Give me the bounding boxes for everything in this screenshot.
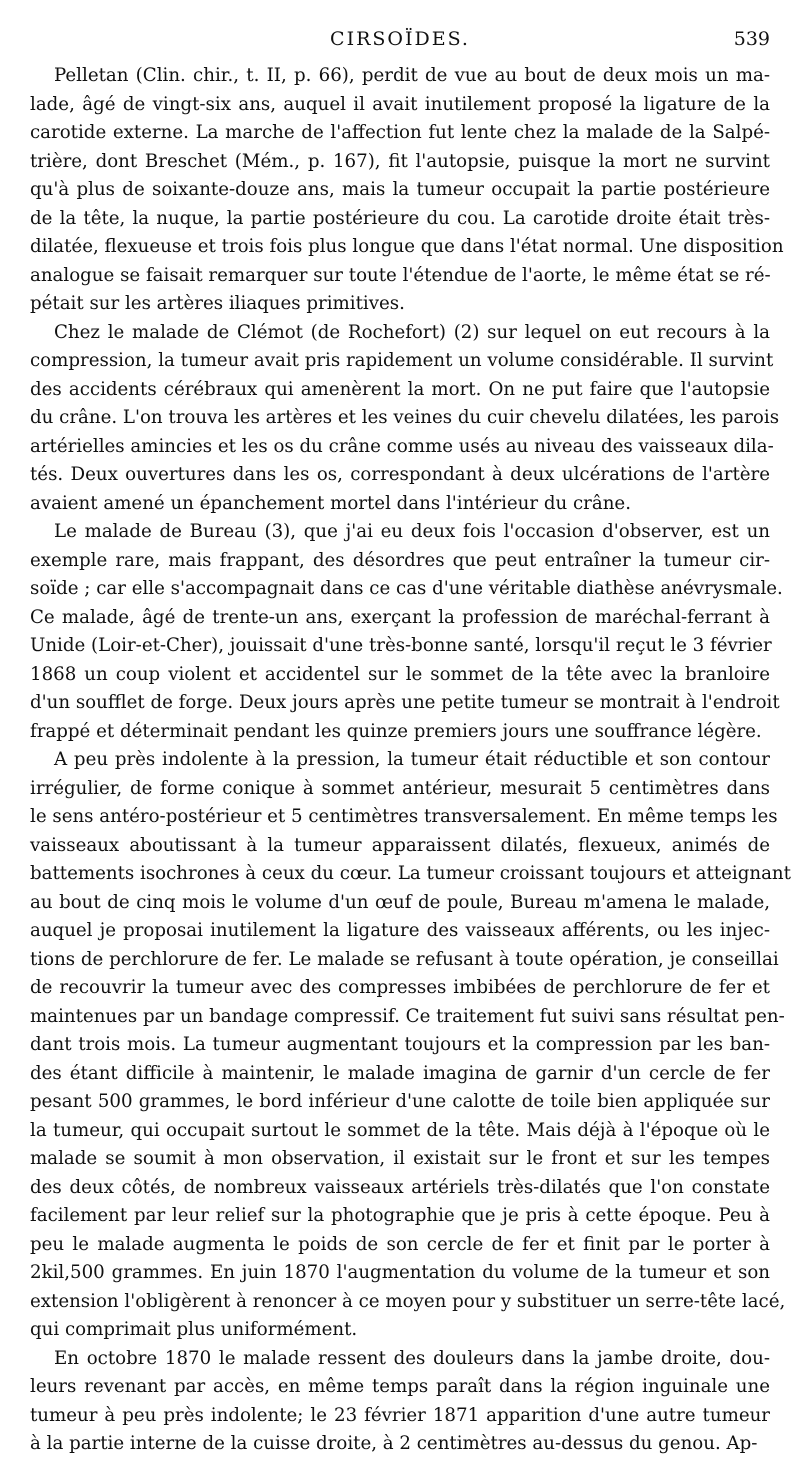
text-line: auquel je proposai inutilement la ligature des vaisseaux afférents, ou les injec- [30,920,770,941]
text-line: du crâne. L'on trouva les artères et les veines du cuir chevelu dilatées, les parois [30,407,780,428]
paragraph-container [30,62,791,1459]
running-header [30,0,770,62]
text-line: à la partie interne de la cuisse droite, à 2 centimètres au-dessus du genou. Ap- [30,1433,758,1454]
running-title: CIRSOÏDES. [330,28,470,50]
text-line: vaisseaux aboutissant à la tumeur apparaissent dilatés, flexueux, animés de [30,834,770,856]
text-line: Pelletan (Clin. chir., t. II, p. 66), perdit de vue au bout de deux mois un ma- [54,65,770,86]
text-line: exemple rare, mais frappant, des désordres que peut entraîner la tumeur cir- [30,549,770,571]
text-line: d'un soufflet de forge. Deux jours après une petite tumeur se montrait à l'endroit [30,692,780,713]
text-line: tés. Deux ouvertures dans les os, correspondant à deux ulcérations de l'artère [30,464,770,485]
text-line: analogue se faisait remarquer sur toute l'étendue de l'aorte, le même état se ré- [30,264,771,286]
text-line: Ce malade, âgé de trente-un ans, exerçant la profession de maréchal-ferrant à [30,606,770,628]
text-line: maintenues par un bandage compressif. Ce traitement fut suivi sans résultat pen- [30,1005,785,1027]
paragraph [30,518,783,746]
text-line: de la tête, la nuque, la partie postérieure du cou. La carotide droite était très- [30,207,770,229]
text-line: Le malade de Bureau (3), que j'ai eu deux fois l'occasion d'observer, est un [54,521,770,542]
paragraph [30,62,784,319]
text-line: A peu près indolente à la pression, la tumeur était réductible et son contour [54,749,770,770]
text-line: des accidents cérébraux qui amenèrent la mort. On ne put faire que l'autopsie [30,378,770,400]
paragraph [30,746,791,1345]
text-line: facilement par leur relief sur la photographie que je pris à cette époque. Peu à [30,1205,770,1226]
text-line: avaient amené un épanchement mortel dans l'intérieur du crâne. [30,492,631,514]
page-number: 539 [733,28,770,50]
text-line: la tumeur, qui occupait surtout le sommet de la tête. Mais déjà à l'époque où le [30,1119,770,1141]
text-line: Chez le malade de Clémot (de Rochefort) (2) sur lequel on eut recours à la [54,321,770,343]
text-line: trière, dont Breschet (Mém., p. 167), fit l'autopsie, puisque la mort ne survint [30,150,770,172]
text-line: pétait sur les artères iliaques primitives. [30,293,405,314]
paragraph [30,1345,770,1459]
text-line: battements isochrones à ceux du cœur. La tumeur croissant toujours et atteignant [30,863,791,884]
text-line: tumeur à peu près indolente; le 23 février 1871 apparition d'une autre tumeur [30,1404,770,1426]
text-line: tions de perchlorure de fer. Le malade se refusant à toute opération, je conseillai [30,948,779,970]
text-line: 1868 un coup violent et accidentel sur le sommet de la tête avec la branloire [30,663,770,685]
text-line: leurs revenant par accès, en même temps paraît dans la région inguinale une [30,1376,770,1397]
text-line: le sens antéro-postérieur et 5 centimètres transversalement. En même temps les [30,806,778,827]
text-line: malade se soumit à mon observation, il existait sur le front et sur les tempes [30,1148,770,1169]
body-text [30,62,791,1459]
text-line: qu'à plus de soixante-douze ans, mais la tumeur occupait la partie postérieure [30,179,770,200]
text-line: 2kil,500 grammes. En juin 1870 l'augmentation du volume de la tumeur et son [30,1262,770,1283]
text-line: dilatée, flexueuse et trois fois plus longue que dans l'état normal. Une disposition [30,236,784,257]
paragraph [30,319,780,519]
text-line: de recouvrir la tumeur avec des compresses imbibées de perchlorure de fer et [30,977,770,998]
text-line: En octobre 1870 le malade ressent des douleurs dans la jambe droite, dou- [54,1347,770,1369]
text-line: peu le malade augmenta le poids de son cercle de fer et finit par le porter à [30,1233,770,1255]
text-line: carotide externe. La marche de l'affection fut lente chez la malade de la Salpé- [30,122,770,143]
text-line: dant trois mois. La tumeur augmentant toujours et la compression par les ban- [30,1034,770,1055]
text-line: soïde ; car elle s'accompagnait dans ce cas d'une véritable diathèse anévrysmale. [30,578,783,599]
text-line: lade, âgé de vingt-six ans, auquel il avait inutilement proposé la ligature de la [30,93,770,115]
text-line: qui comprimait plus uniformément. [30,1319,358,1340]
text-line: extension l'obligèrent à renoncer à ce moyen pour y substituer un serre-tête lacé, [30,1290,786,1312]
text-line: frappé et déterminait pendant les quinze premiers jours une souffrance légère. [30,720,762,742]
text-line: Unide (Loir-et-Cher), jouissait d'une très-bonne santé, lorsqu'il reçut le 3 février [30,635,772,656]
text-line: des deux côtés, de nombreux vaisseaux artériels très-dilatés que l'on constate [30,1176,770,1198]
text-line: au bout de cinq mois le volume d'un œuf de poule, Bureau m'amena le malade, [30,891,770,913]
text-line: compression, la tumeur avait pris rapidement un volume considérable. Il survint [30,350,774,371]
text-line: des étant difficile à maintenir, le malade imagina de garnir d'un cercle de fer [30,1062,770,1084]
text-line: irrégulier, de forme conique à sommet antérieur, mesurait 5 centimètres dans [30,777,770,799]
text-line: artérielles amincies et les os du crâne comme usés au niveau des vaisseaux dila- [30,435,774,457]
text-line: pesant 500 grammes, le bord inférieur d'une calotte de toile bien appliquée sur [30,1091,770,1112]
